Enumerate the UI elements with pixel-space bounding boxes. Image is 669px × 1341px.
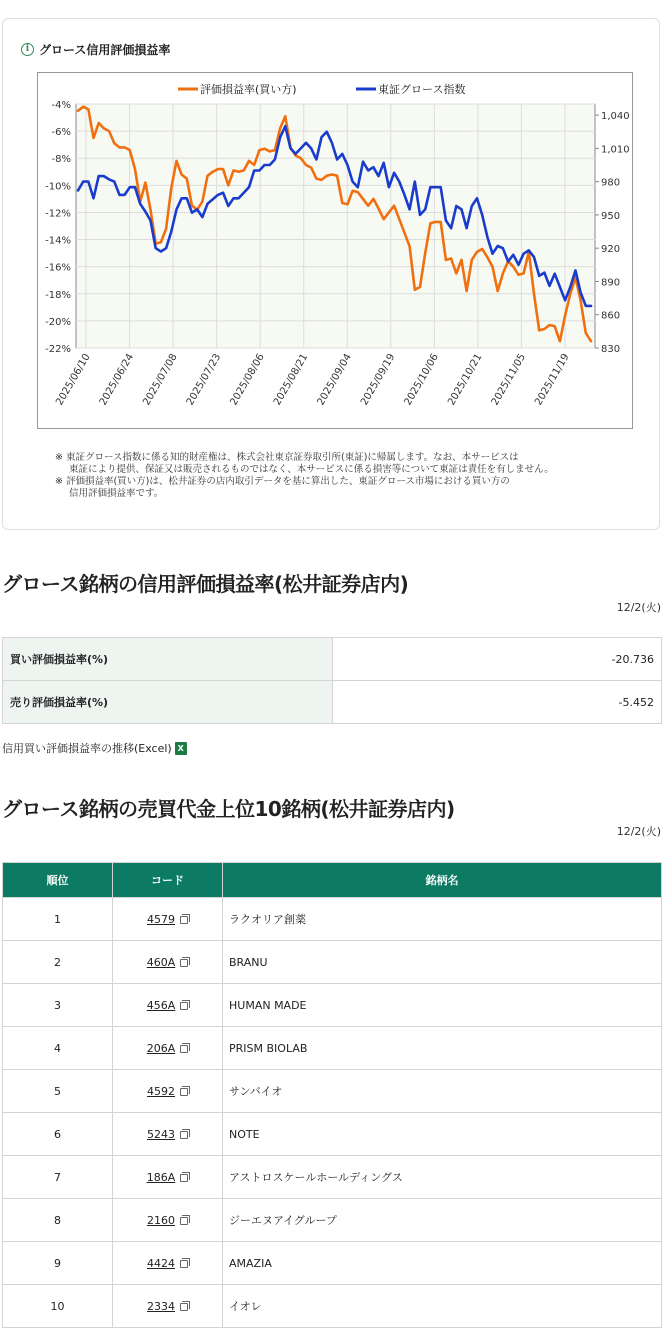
code-cell	[113, 1027, 223, 1070]
y-left-tick-label: -22%	[45, 344, 71, 355]
ranking-section-date: 12/2(火)	[616, 825, 661, 838]
rank-cell: 9	[3, 1242, 113, 1285]
y-left-tick-label: -8%	[51, 154, 71, 166]
note-line: ※ 評価損益率(買い方)は、松井証券の店内取引データを基に算出した、東証グロース市場における買い方の	[55, 476, 510, 487]
y-right-tick-label: 980	[601, 177, 621, 189]
stock-code-link[interactable]: 2160	[147, 1213, 175, 1227]
info-circle-icon[interactable]: i	[21, 43, 34, 56]
table-row	[3, 638, 662, 681]
stock-code-link[interactable]: 4424	[147, 1256, 175, 1270]
stock-name-cell: HUMAN MADE	[223, 984, 662, 1027]
note-line: 信用評価損益率です。	[69, 488, 164, 499]
stock-name-cell: イオレ	[223, 1285, 662, 1328]
rank-cell: 2	[3, 941, 113, 984]
x-tick-label: 2025/10/21	[446, 352, 485, 408]
x-tick-label: 2025/08/21	[271, 352, 311, 408]
y-left-tick-label: -14%	[45, 235, 71, 247]
stock-name-cell: BRANU	[223, 941, 662, 984]
table-row	[3, 1199, 662, 1242]
ranking-section-title: グロース銘柄の売買代金上位10銘柄(松井証券店内)	[2, 797, 455, 821]
legend-label: 東証グロース指数	[378, 83, 466, 96]
stock-name-cell: PRISM BIOLAB	[223, 1027, 662, 1070]
stock-code-link[interactable]: 2334	[147, 1299, 175, 1313]
x-tick-label: 2025/06/24	[97, 352, 137, 408]
code-cell	[113, 1113, 223, 1156]
stock-code-link[interactable]: 186A	[146, 1170, 176, 1184]
copy-icon[interactable]	[180, 1002, 188, 1010]
x-tick-label: 2025/11/19	[533, 352, 572, 408]
copy-icon[interactable]	[180, 959, 188, 967]
header-rank: 順位	[3, 863, 113, 898]
x-tick-label: 2025/09/04	[315, 352, 354, 408]
stock-code-link[interactable]: 4579	[147, 912, 175, 926]
code-cell	[113, 1285, 223, 1328]
table-row	[3, 984, 662, 1027]
rank-cell: 3	[3, 984, 113, 1027]
buy-rate-label: 買い評価損益率(%)	[3, 638, 333, 681]
y-left-tick-label: -10%	[45, 181, 71, 193]
stock-name-cell: ジーエヌアイグループ	[223, 1199, 662, 1242]
y-right-tick-label: 890	[601, 277, 621, 289]
chart-frame	[37, 72, 633, 429]
table-row	[3, 1156, 662, 1199]
x-tick-label: 2025/09/19	[359, 352, 398, 408]
stock-code-link[interactable]: 4592	[147, 1084, 175, 1098]
stock-code-link[interactable]: 460A	[146, 955, 176, 969]
code-cell	[113, 941, 223, 984]
y-right-tick-label: 860	[601, 310, 621, 322]
copy-icon[interactable]	[180, 1174, 188, 1182]
y-right-tick-label: 830	[601, 344, 621, 355]
y-right-tick-label: 920	[601, 244, 621, 256]
copy-icon[interactable]	[180, 1303, 188, 1311]
header-name: 銘柄名	[223, 863, 662, 898]
stock-name-cell: ラクオリア創薬	[223, 898, 662, 941]
x-tick-label: 2025/08/06	[228, 352, 267, 408]
copy-icon[interactable]	[180, 1045, 188, 1053]
rank-cell: 10	[3, 1285, 113, 1328]
excel-file-icon[interactable]: X	[175, 742, 187, 755]
note-line: ※ 東証グロース指数に係る知的財産権は、株式会社東京証券取引所(東証)に帰属します。なお、本サービスは	[55, 452, 519, 463]
buy-rate-value: -20.736	[333, 638, 662, 681]
sell-rate-value: -5.452	[333, 681, 662, 724]
chart-svg	[38, 73, 632, 428]
y-right-tick-label: 1,040	[601, 111, 630, 123]
table-row	[3, 1242, 662, 1285]
header-code: コード	[113, 863, 223, 898]
x-tick-label: 2025/11/05	[489, 352, 529, 408]
excel-link-text[interactable]: 信用買い評価損益率の推移(Excel)	[2, 742, 172, 755]
copy-icon[interactable]	[180, 1131, 188, 1139]
rank-cell: 7	[3, 1156, 113, 1199]
chart-card	[2, 18, 660, 530]
x-tick-label: 2025/06/10	[54, 352, 93, 408]
copy-icon[interactable]	[180, 1088, 188, 1096]
stock-code-link[interactable]: 5243	[147, 1127, 175, 1141]
sell-rate-label: 売り評価損益率(%)	[3, 681, 333, 724]
excel-download-link[interactable]	[2, 740, 187, 756]
ranking-table	[2, 862, 662, 1328]
code-cell	[113, 1070, 223, 1113]
rate-table	[2, 637, 662, 724]
code-cell	[113, 898, 223, 941]
copy-icon[interactable]	[180, 1260, 188, 1268]
rank-cell: 5	[3, 1070, 113, 1113]
table-row	[3, 1070, 662, 1113]
x-tick-label: 2025/10/06	[402, 352, 441, 408]
table-row	[3, 681, 662, 724]
legend-label: 評価損益率(買い方)	[200, 83, 297, 96]
copy-icon[interactable]	[180, 916, 188, 924]
note-line: 東証により提供、保証又は販売されるものではなく、本サービスに係る損害等について東証は責任を有しません。	[69, 464, 554, 475]
chart-card-title	[21, 41, 170, 58]
code-cell	[113, 984, 223, 1027]
code-cell	[113, 1242, 223, 1285]
table-row	[3, 898, 662, 941]
copy-icon[interactable]	[180, 1217, 188, 1225]
rank-cell: 1	[3, 898, 113, 941]
chart-notes	[55, 452, 655, 500]
table-row	[3, 941, 662, 984]
rank-cell: 4	[3, 1027, 113, 1070]
y-left-tick-label: -4%	[51, 100, 71, 111]
table-row	[3, 1027, 662, 1070]
table-row	[3, 1285, 662, 1328]
chart-legend	[178, 82, 465, 96]
y-left-tick-label: -12%	[45, 208, 71, 220]
rank-cell: 6	[3, 1113, 113, 1156]
stock-code-link[interactable]: 206A	[146, 1041, 176, 1055]
y-left-tick-label: -16%	[45, 262, 71, 274]
y-left-tick-label: -18%	[45, 289, 71, 301]
table-header-row	[3, 863, 662, 898]
code-cell	[113, 1199, 223, 1242]
stock-name-cell: NOTE	[223, 1113, 662, 1156]
ranking-table-body	[3, 898, 662, 1328]
rate-section-date: 12/2(火)	[616, 601, 661, 614]
x-tick-label: 2025/07/08	[141, 352, 180, 408]
stock-name-cell: アストロスケールホールディングス	[223, 1156, 662, 1199]
rate-section-title: グロース銘柄の信用評価損益率(松井証券店内)	[2, 572, 409, 596]
x-tick-label: 2025/07/23	[184, 352, 224, 408]
stock-name-cell: AMAZIA	[223, 1242, 662, 1285]
y-left-tick-label: -6%	[51, 127, 71, 139]
stock-name-cell: サンバイオ	[223, 1070, 662, 1113]
y-right-tick-label: 950	[601, 210, 621, 222]
y-left-tick-label: -20%	[45, 316, 71, 328]
rank-cell: 8	[3, 1199, 113, 1242]
table-row	[3, 1113, 662, 1156]
chart-title-text: グロース信用評価損益率	[39, 43, 171, 57]
stock-code-link[interactable]: 456A	[146, 998, 176, 1012]
y-right-tick-label: 1,010	[601, 144, 630, 156]
code-cell	[113, 1156, 223, 1199]
